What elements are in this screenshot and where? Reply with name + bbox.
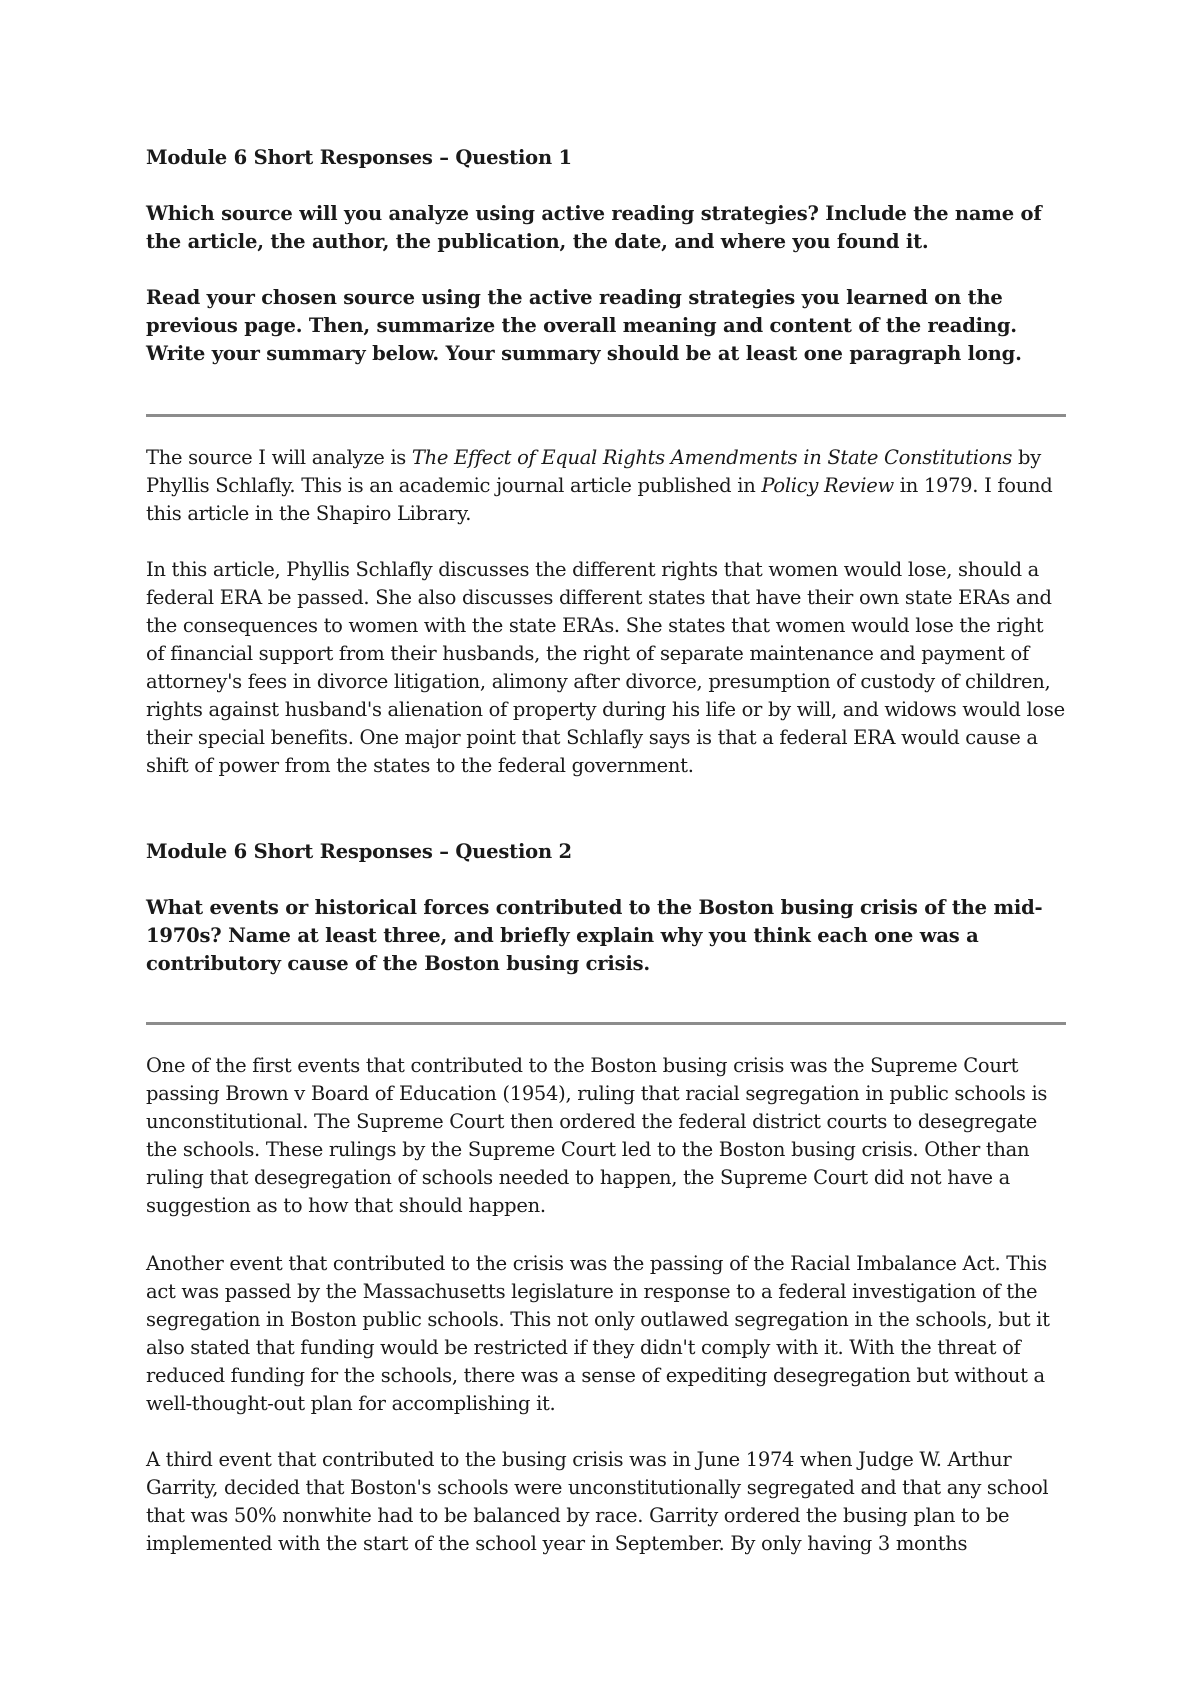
question1-answer-source	[146, 444, 1066, 528]
question1-heading: Module 6 Short Responses – Question 1	[146, 146, 572, 169]
question1-prompt-summary: Read your chosen source using the active reading strategies you learned on the previous page. Then, summarize the overall meaning and content of the reading. Write your summary below. Your summary should be at least one paragraph long.	[146, 286, 1022, 365]
answer-text: by Phyllis Schlafly. This is an academic journal article published in	[146, 446, 1041, 497]
answer-text: in 1979. I found this article in the Shapiro Library.	[146, 474, 1053, 525]
question1-answer-summary: In this article, Phyllis Schlafly discusses the different rights that women would lose, should a federal ERA be passed. She also discusses different states that have their own state ERAs and the consequences to women with the state ERAs. She states that women would lose the right of financial support from their husbands, the right of separate maintenance and payment of attorney's fees in divorce litigation, alimony after divorce, presumption of custody of children, rights against husband's alienation of property during his life or by will, and widows would lose their special benefits. One major point that Schlafly says is that a federal ERA would cause a shift of power from the states to the federal government.	[146, 558, 1065, 777]
question2-divider	[146, 1022, 1066, 1025]
question1-prompt-source: Which source will you analyze using active reading strategies? Include the name of the article, the author, the publication, the date, and where you found it.	[146, 202, 1042, 253]
answer-text: The source I will analyze is	[146, 446, 412, 469]
article-title: The Effect of Equal Rights Amendments in State Constitutions	[411, 446, 1013, 469]
question2-heading: Module 6 Short Responses – Question 2	[146, 840, 572, 863]
question2-answer-2: Another event that contributed to the crisis was the passing of the Racial Imbalance Act. This act was passed by the Massachusetts legislature in response to a federal investigation of the segregation in Boston public schools. This not only outlawed segregation in the schools, but it also stated that funding would be restricted if they didn't comply with it. With the threat of reduced funding for the schools, there was a sense of expediting desegregation but without a well-thought-out plan for accomplishing it.	[146, 1252, 1050, 1415]
publication-name: Policy Review	[761, 474, 894, 497]
question1-divider	[146, 414, 1066, 417]
question2-answer-3: A third event that contributed to the busing crisis was in June 1974 when Judge W. Arthur Garrity, decided that Boston's schools were unconstitutionally segregated and that any school that was 50% nonwhite had to be balanced by race. Garrity ordered the busing plan to be implemented with the start of the school year in September. By only having 3 months	[146, 1448, 1049, 1555]
question2-prompt: What events or historical forces contributed to the Boston busing crisis of the mid-1970s? Name at least three, and briefly explain why you think each one was a contributory cause of the Boston busing crisis.	[146, 896, 1043, 975]
question2-answer-1: One of the first events that contributed to the Boston busing crisis was the Supreme Court passing Brown v Board of Education (1954), ruling that racial segregation in public schools is unconstitutional. The Supreme Court then ordered the federal district courts to desegregate the schools. These rulings by the Supreme Court led to the Boston busing crisis. Other than ruling that desegregation of schools needed to happen, the Supreme Court did not have a suggestion as to how that should happen.	[146, 1054, 1048, 1217]
